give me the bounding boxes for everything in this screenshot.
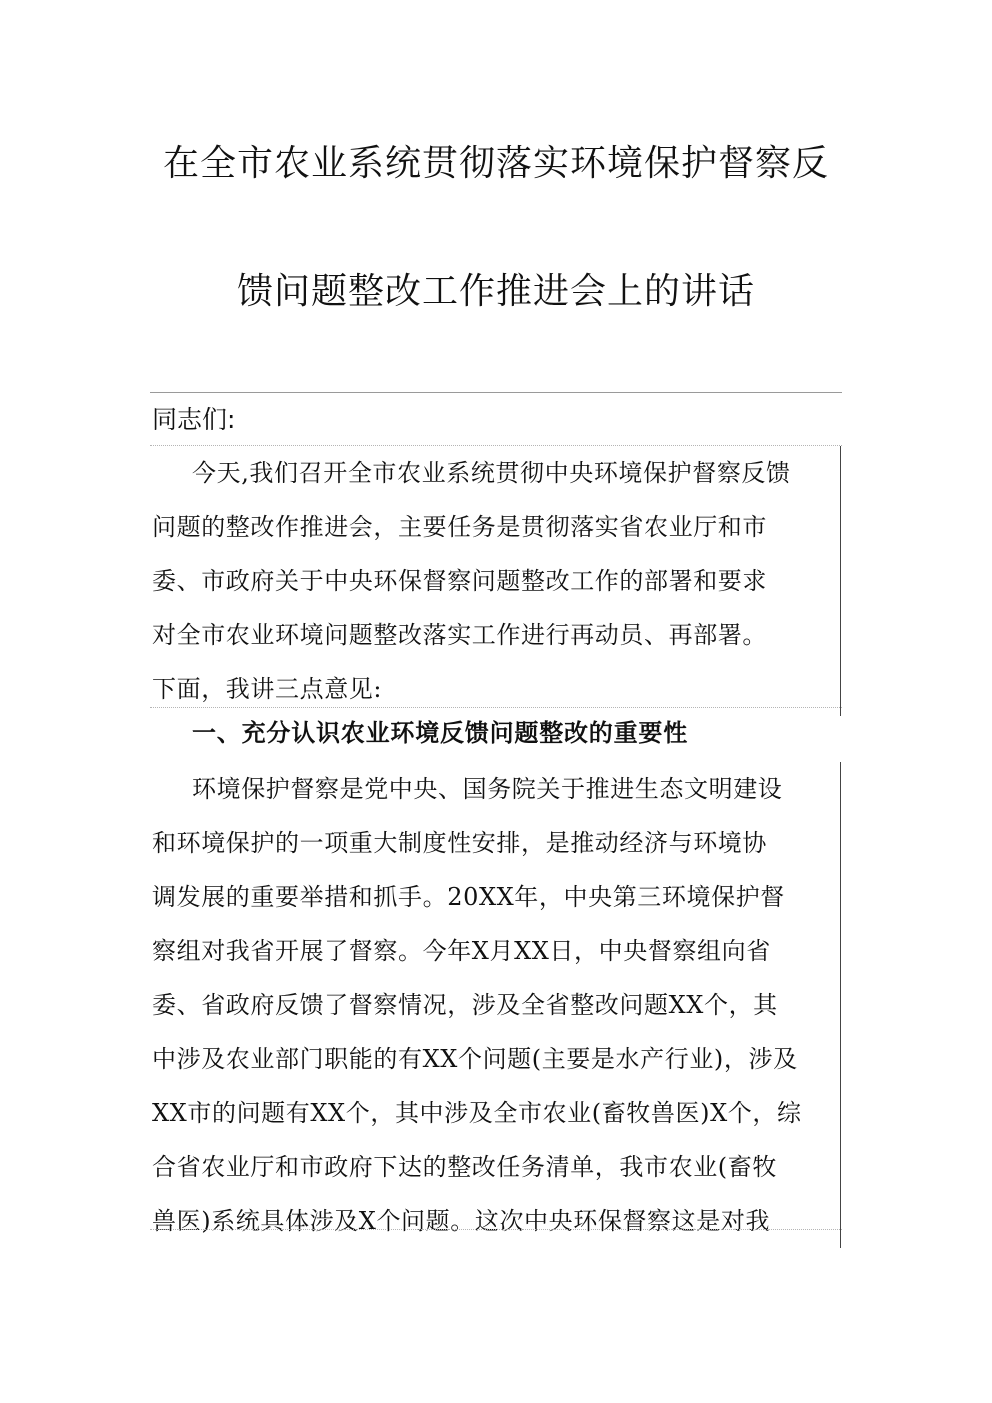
paragraph-line: 今天,我们召开全市农业系统贯彻中央环境保护督察反馈: [192, 459, 791, 487]
paragraph-line: XX市的问题有XX个，其中涉及全市农业(畜牧兽医)X个，综: [152, 1099, 802, 1127]
paragraph-line: 合省农业厅和市政府下达的整改任务清单，我市农业(畜牧: [152, 1153, 777, 1181]
paragraph-line: 兽医)系统具体涉及X个问题。这次中央环保督察这是对我: [152, 1207, 771, 1235]
paragraph-line: 委、省政府反馈了督察情况，涉及全省整改问题XX个，其: [152, 991, 778, 1019]
paragraph-line: 对全市农业环境问题整改落实工作进行再动员、再部署。: [152, 621, 767, 649]
paragraph-intro: [152, 446, 841, 716]
bottom-rule: [150, 1229, 842, 1230]
section-divider: [150, 707, 842, 708]
section-heading-1: 一、充分认识农业环境反馈问题整改的重要性: [192, 718, 688, 747]
salutation: 同志们:: [152, 405, 236, 434]
paragraph-line: 委、市政府关于中央环保督察问题整改工作的部署和要求: [152, 567, 767, 595]
document-title-line-1: 在全市农业系统贯彻落实环境保护督察反: [162, 143, 829, 184]
top-rule: [150, 392, 842, 393]
paragraph-line: 问题的整改作推进会，主要任务是贯彻落实省农业厅和市: [152, 513, 767, 541]
paragraph-line: 察组对我省开展了督察。今年X月XX日，中央督察组向省: [152, 937, 771, 965]
paragraph-line: 环境保护督察是党中央、国务院关于推进生态文明建设: [192, 775, 783, 803]
paragraph-line: 下面，我讲三点意见:: [152, 675, 383, 703]
paragraph-line: 和环境保护的一项重大制度性安排，是推动经济与环境协: [152, 829, 767, 857]
document-title-line-2: 馈问题整改工作推进会上的讲话: [236, 271, 755, 312]
paragraph-line: 调发展的重要举措和抓手。20XX年，中央第三环境保护督: [152, 883, 785, 911]
paragraph-section-1: [152, 762, 841, 1248]
paragraph-line: 中涉及农业部门职能的有XX个问题(主要是水产行业)，涉及: [152, 1045, 798, 1073]
